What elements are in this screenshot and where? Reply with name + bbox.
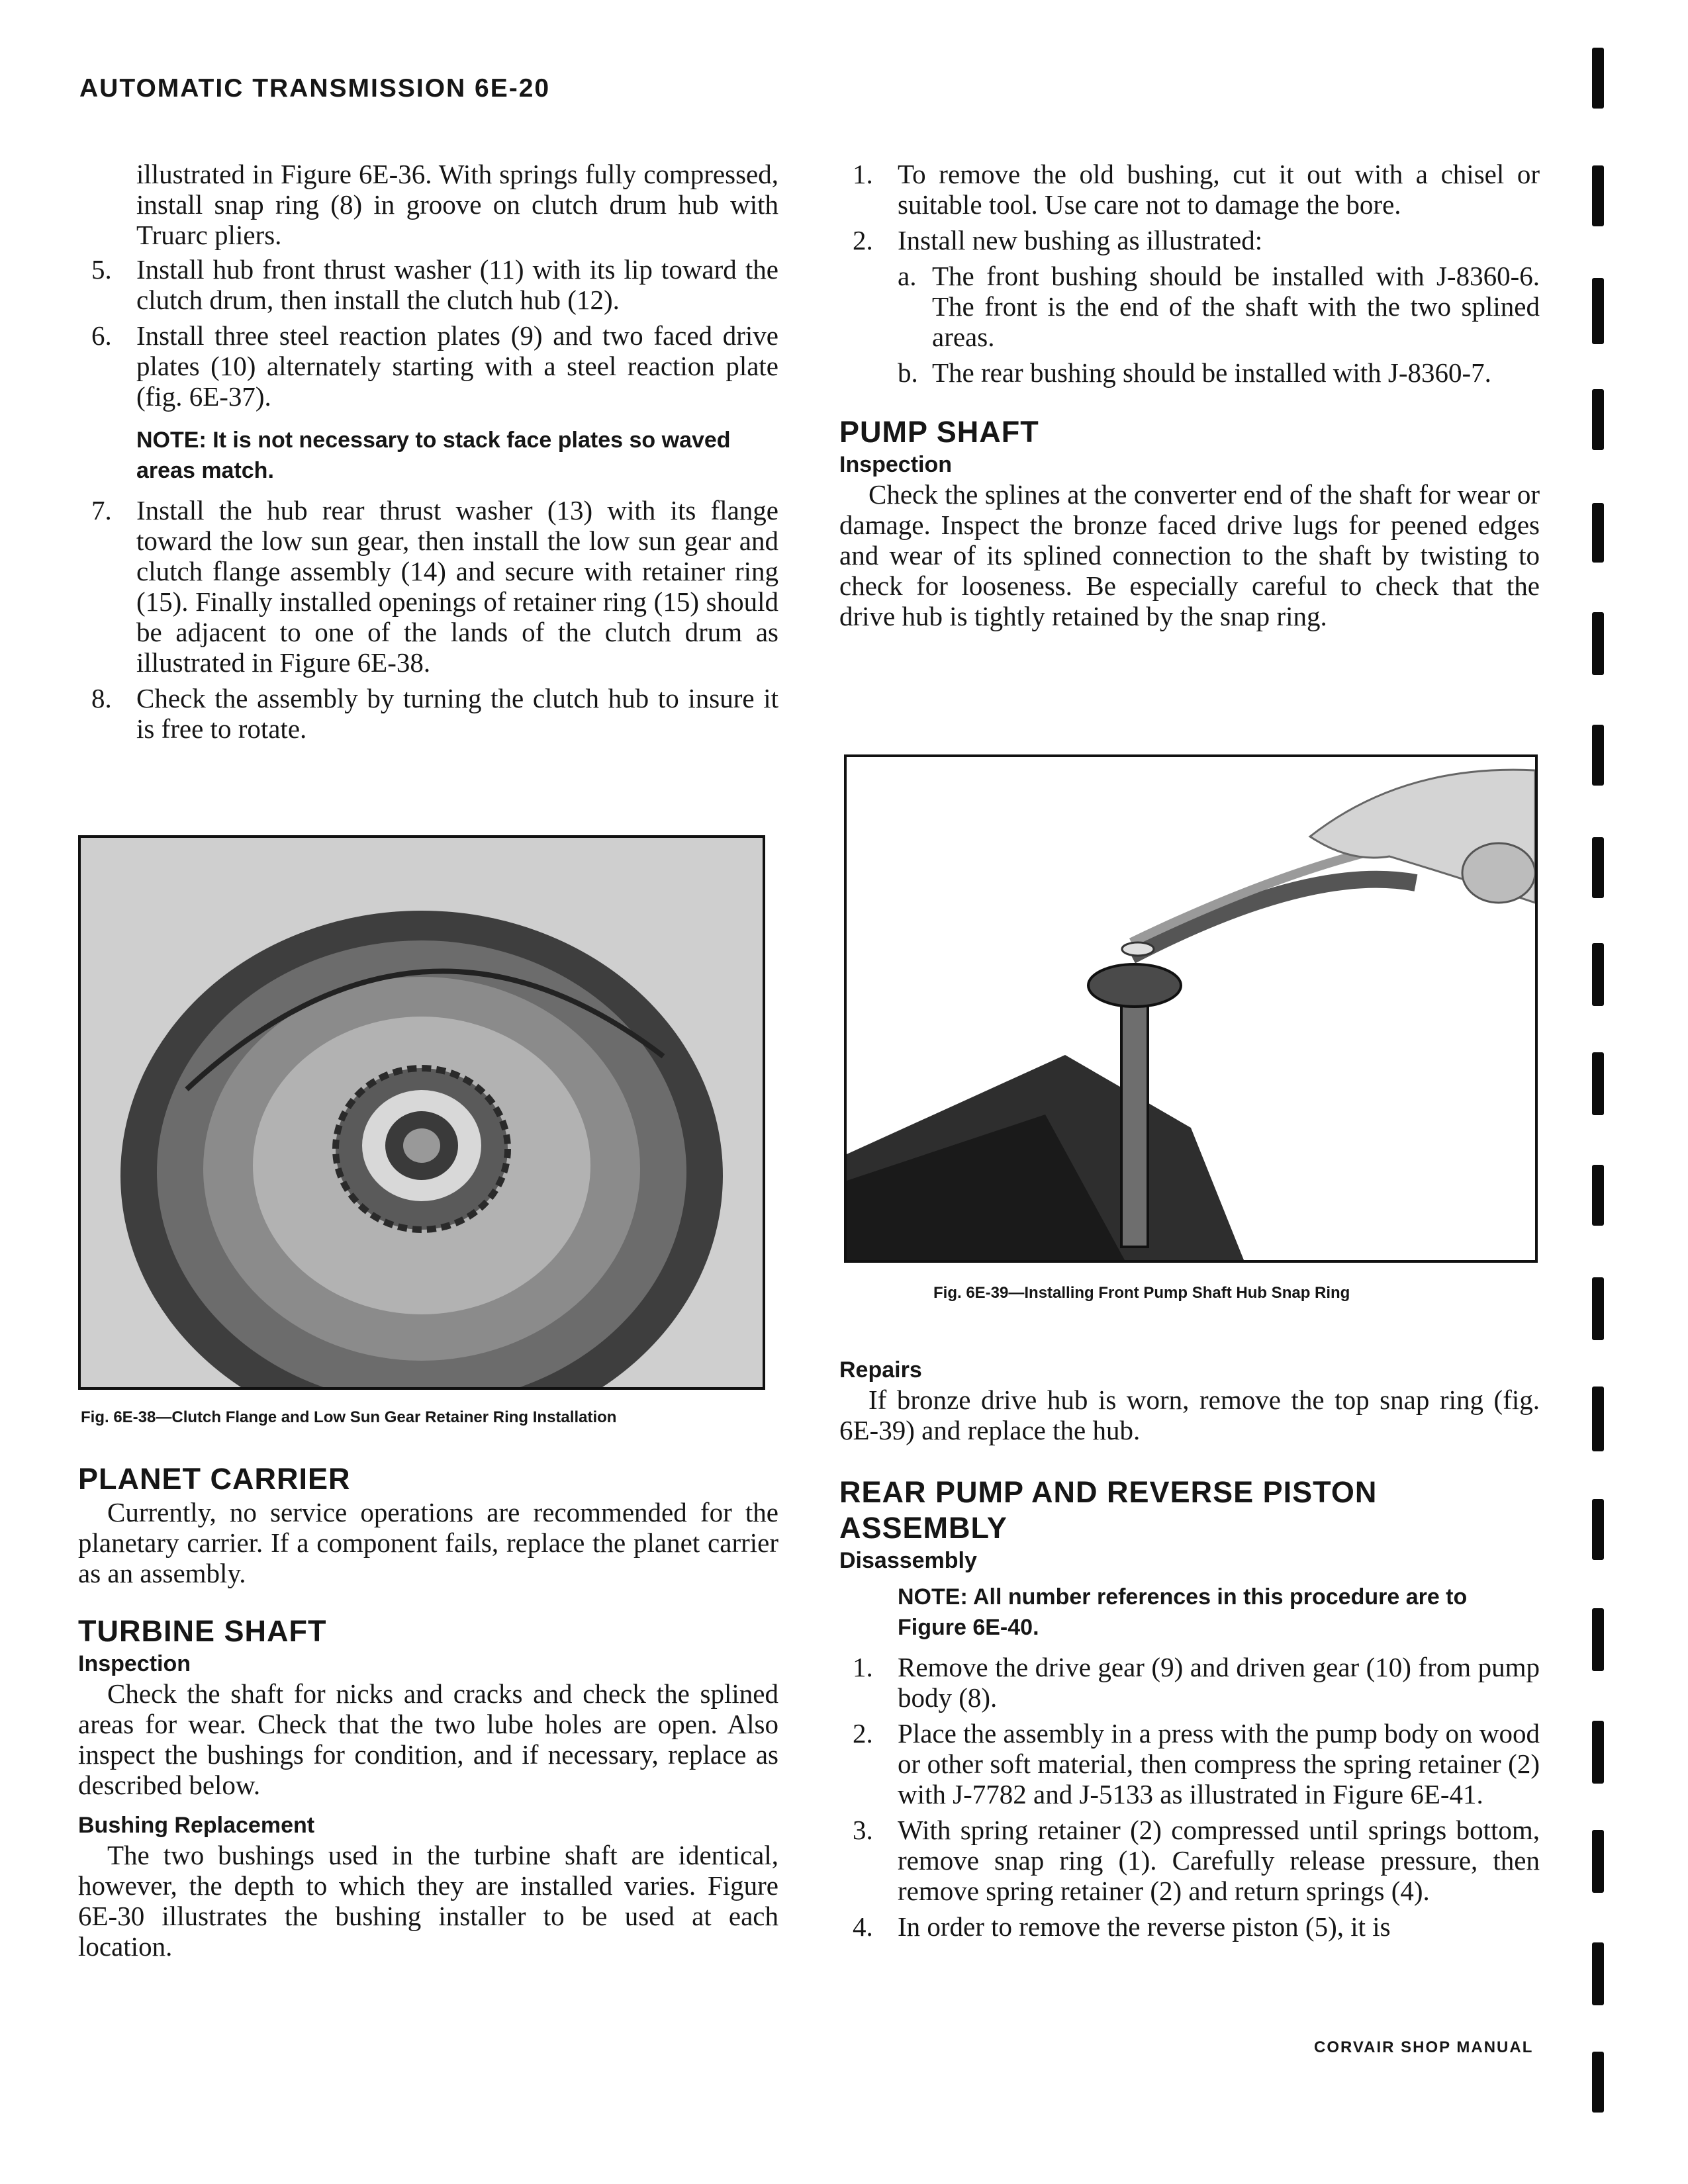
planet-carrier-text: Currently, no service operations are recommended for the planetary carrier. If a component fails, replace the planet carrier as an assembly.	[78, 1497, 778, 1588]
page-header: AUTOMATIC TRANSMISSION 6E-20	[79, 74, 551, 103]
margin-bar	[1592, 1499, 1604, 1560]
bushing-replacement-text: The two bushings used in the turbine shaft are identical, however, the depth to which they are installed varies. Figure 6E-30 illustrates the bushing installer to be used at each location.	[78, 1840, 778, 1962]
planet-carrier-title: PLANET CARRIER	[78, 1462, 351, 1496]
right-column	[839, 159, 1540, 631]
margin-bar	[1592, 1830, 1604, 1893]
step-7: 7. Install the hub rear thrust washer (13) with its flange toward the low sun gear, then install the low sun gear and clutch flange assembly (14) and secure with retainer ring (15). Finally installed openings of retainer ring (15) should be adjacent to one of the lands of the clutch drum as illustrated in Figure 6E-38.	[91, 495, 778, 678]
bushing-replacement-subtitle: Bushing Replacement	[78, 1813, 315, 1838]
margin-bar	[1592, 48, 1604, 109]
pump-inspection-subtitle: Inspection	[839, 452, 953, 477]
pump-inspection-text: Check the splines at the converter end of the shaft for wear or damage. Inspect the bronze faced drive lugs for peened edges and wear of its splined connection to the shaft by twisting to check for looseness. Be especially careful to check that the drive hub is tightly retained by the snap ring.	[839, 479, 1540, 631]
pump-shaft-title: PUMP SHAFT	[839, 415, 1039, 449]
repairs-text: If bronze drive hub is worn, remove the top snap ring (fig. 6E-39) and replace the hub.	[839, 1385, 1540, 1445]
turbine-inspection-subtitle: Inspection	[78, 1651, 191, 1676]
bushing-step-2: 2. Install new bushing as illustrated:	[853, 225, 1263, 255]
note-figure-reference: NOTE: All number references in this procedure are to Figure 6E-40.	[898, 1584, 1468, 1640]
bushing-substep-a: a. The front bushing should be installed with J-8360-6. The front is the end of the shaft with the two splined areas.	[898, 261, 1540, 352]
figure-6e-38	[78, 835, 765, 1390]
margin-bar	[1592, 1608, 1604, 1671]
margin-bar	[1592, 1721, 1604, 1784]
right-lower-column	[839, 1355, 1540, 1947]
page-footer: CORVAIR SHOP MANUAL	[1314, 2038, 1534, 2056]
clutch-flange-photo	[81, 838, 763, 1387]
figure-6e-39	[844, 754, 1538, 1263]
disassembly-step-4: 4. In order to remove the reverse piston (5), it is	[853, 1911, 1391, 1942]
continued-paragraph: illustrated in Figure 6E-36. With springs fully compressed, install snap ring (8) in groove on clutch drum hub with Truarc pliers.	[136, 159, 778, 250]
margin-bar	[1592, 837, 1604, 898]
rear-pump-title: REAR PUMP AND REVERSE PISTON ASSEMBLY	[839, 1475, 1378, 1545]
turbine-inspection-text: Check the shaft for nicks and cracks and check the splined areas for wear. Check that the two lube holes are open. Also inspect the bushings for condition, and if necessary, replace as described below.	[78, 1678, 778, 1800]
disassembly-step-2: 2. Place the assembly in a press with the pump body on wood or other soft material, then compress the spring retainer (2) with J-7782 and J-5133 as illustrated in Figure 6E-41.	[853, 1718, 1540, 1809]
margin-bar	[1592, 165, 1604, 226]
figure-6e-39-caption: Fig. 6E-39—Installing Front Pump Shaft Hub Snap Ring	[933, 1284, 1350, 1302]
margin-bar	[1592, 2052, 1604, 2113]
turbine-shaft-title: TURBINE SHAFT	[78, 1614, 327, 1648]
step-6: 6. Install three steel reaction plates (9) and two faced drive plates (10) alternately starting with a steel reaction plate (fig. 6E-37).	[91, 320, 778, 412]
bushing-substep-b: b. The rear bushing should be installed with J-8360-7.	[898, 357, 1491, 388]
margin-bar	[1592, 1165, 1604, 1226]
margin-bar	[1592, 1052, 1604, 1115]
margin-bar	[1592, 1277, 1604, 1340]
bushing-substeps	[839, 261, 1540, 388]
margin-bar	[1592, 1942, 1604, 2005]
step-8: 8. Check the assembly by turning the clutch hub to insure it is free to rotate.	[91, 683, 778, 744]
margin-bar	[1592, 725, 1604, 786]
disassembly-step-3: 3. With spring retainer (2) compressed until springs bottom, remove snap ring (1). Carefully release pressure, then remove spring retainer (2) and return springs (4).	[853, 1815, 1540, 1906]
pump-shaft-snap-ring-photo	[847, 757, 1535, 1260]
disassembly-subtitle: Disassembly	[839, 1548, 977, 1573]
note-face-plates: NOTE: It is not necessary to stack face plates so waved areas match.	[136, 428, 731, 483]
margin-bar	[1592, 1387, 1604, 1451]
figure-6e-38-caption: Fig. 6E-38—Clutch Flange and Low Sun Gear Retainer Ring Installation	[81, 1408, 617, 1426]
disassembly-steps	[839, 1652, 1540, 1942]
margin-bar	[1592, 503, 1604, 563]
margin-bar	[1592, 612, 1604, 675]
repairs-subtitle: Repairs	[839, 1357, 922, 1383]
left-lower-column	[78, 1461, 778, 1962]
step-5: 5. Install hub front thrust washer (11) with its lip toward the clutch drum, then install the clutch hub (12).	[91, 254, 778, 315]
disassembly-step-1: 1. Remove the drive gear (9) and driven gear (10) from pump body (8).	[853, 1652, 1540, 1713]
bushing-steps	[839, 159, 1540, 255]
left-column	[78, 159, 778, 749]
steps-list-b	[78, 495, 778, 744]
steps-list-a	[78, 254, 778, 412]
margin-bar	[1592, 389, 1604, 450]
bushing-step-1: 1. To remove the old bushing, cut it out with a chisel or suitable tool. Use care not to damage the bore.	[853, 159, 1540, 220]
margin-bar	[1592, 278, 1604, 344]
margin-bar	[1592, 943, 1604, 1006]
